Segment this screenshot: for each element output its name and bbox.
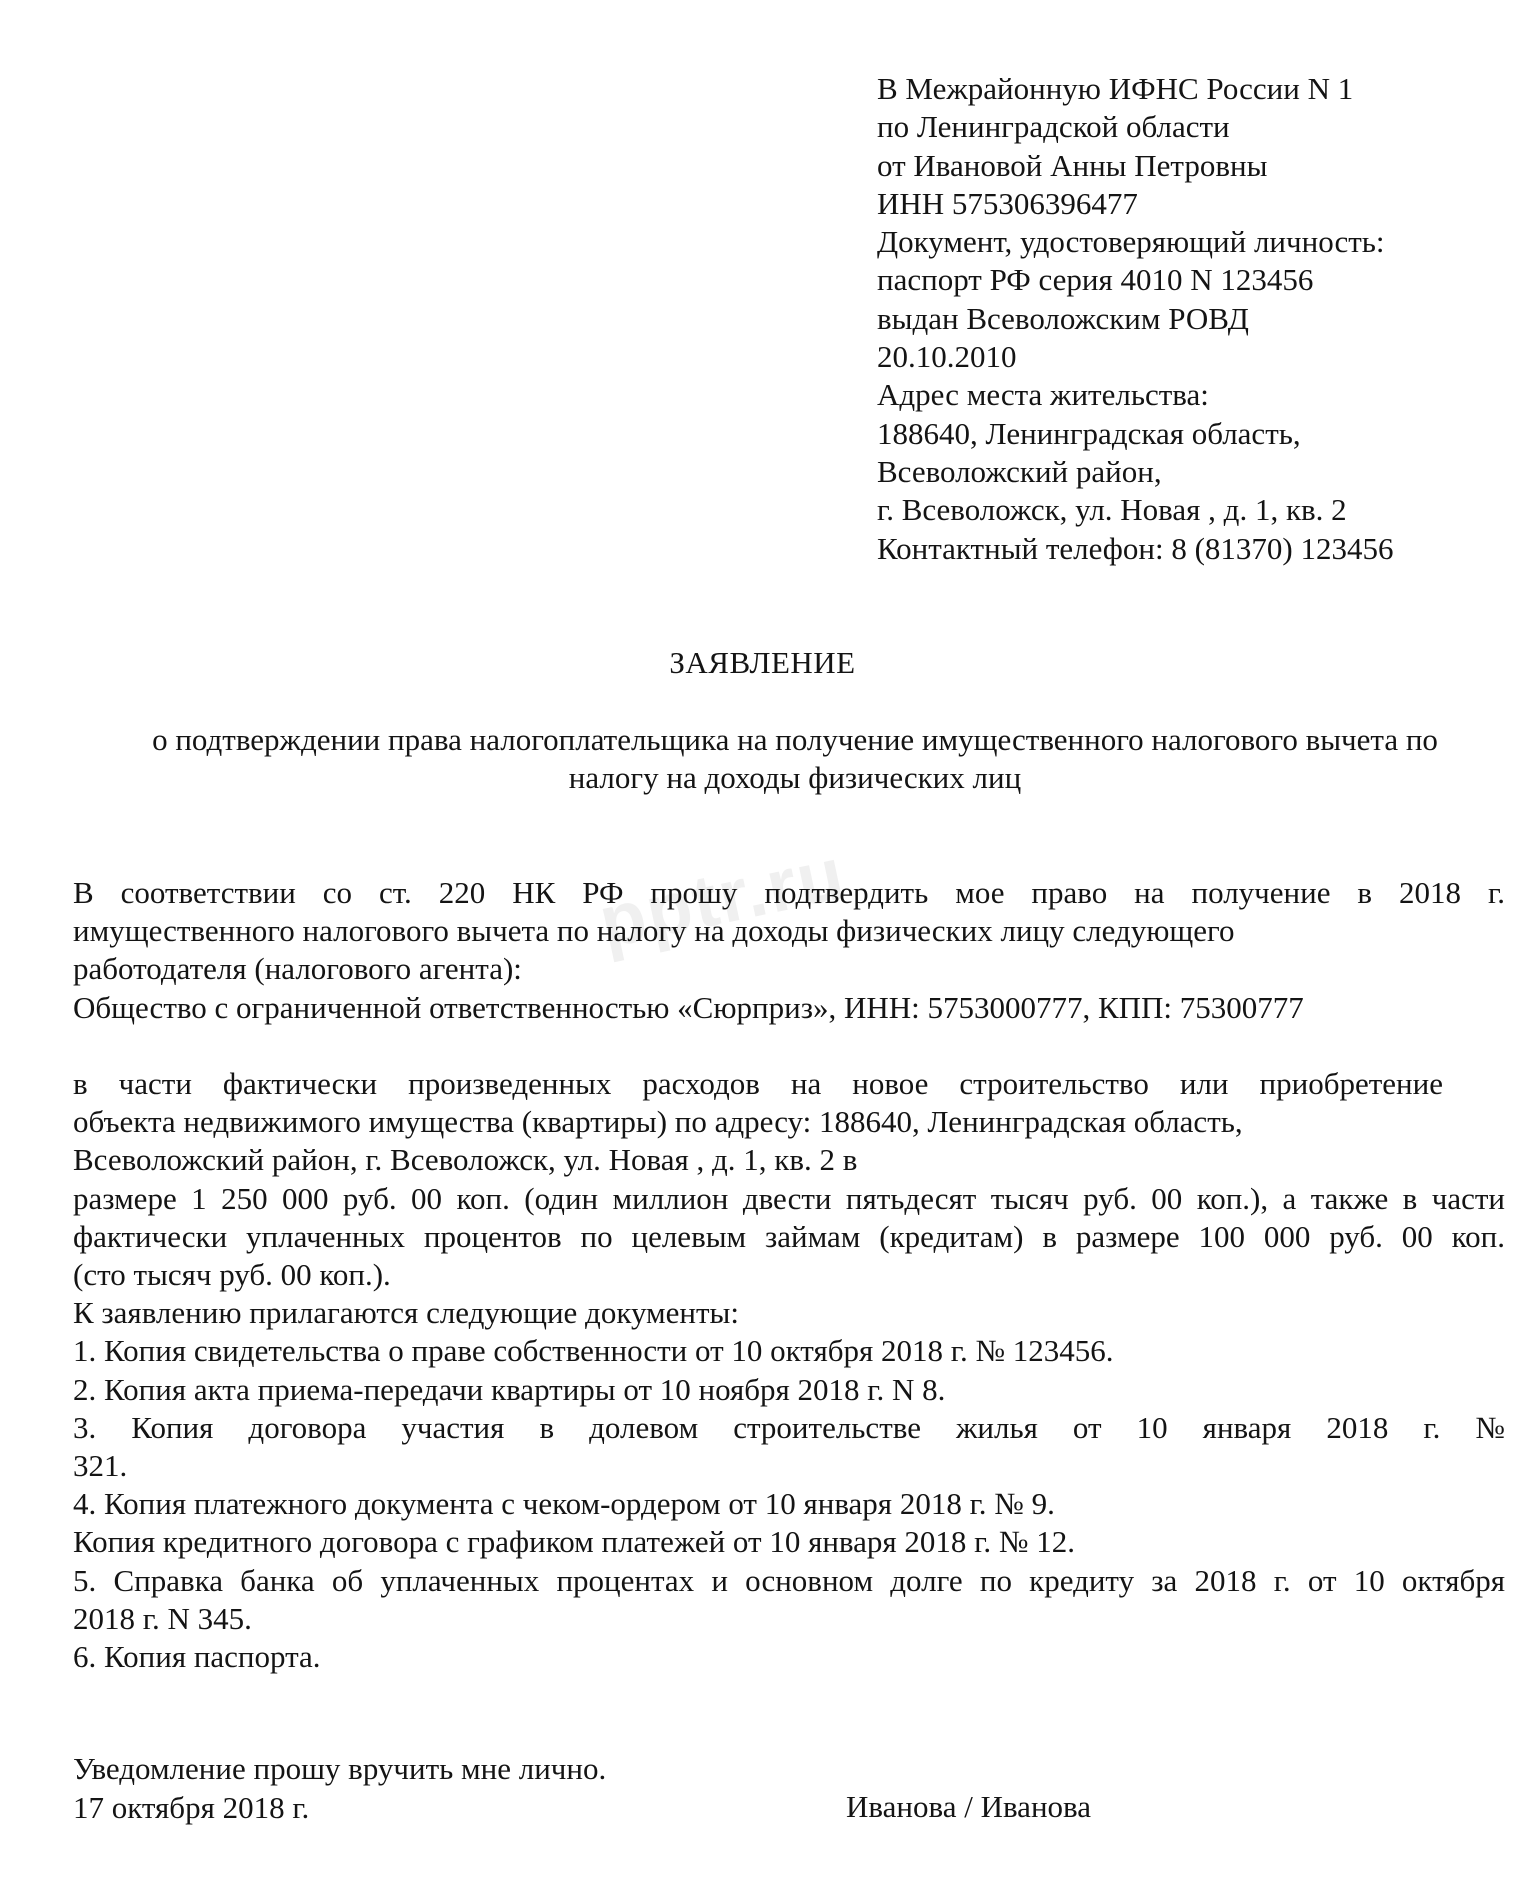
body-line: размере 1 250 000 руб. 00 коп. (один миллион двести пятьдесят тысяч руб. 00 коп.), а также в части — [73, 1180, 1505, 1216]
document-title: ЗАЯВЛЕНИЕ — [669, 645, 856, 680]
addressee-line: по Ленинградской области — [877, 109, 1230, 145]
body-line: (сто тысяч руб. 00 коп.). — [73, 1257, 391, 1293]
addressee-line: Контактный телефон: 8 (81370) 123456 — [877, 530, 1394, 566]
body-line: Всеволожский район, г. Всеволожск, ул. Новая , д. 1, кв. 2 в — [73, 1142, 858, 1178]
attachment-item: 321. — [73, 1448, 128, 1484]
document-subtitle — [90, 721, 1500, 797]
addressee-line: паспорт РФ серия 4010 N 123456 — [877, 262, 1314, 298]
body-line: объекта недвижимого имущества (квартиры) по адресу: 188640, Ленинградская область, — [73, 1104, 1243, 1140]
subtitle-line: налогу на доходы физических лиц — [568, 760, 1022, 795]
paragraph-gap — [73, 1027, 1513, 1065]
addressee-line: Всеволожский район, — [877, 453, 1162, 489]
addressee-line: г. Всеволожск, ул. Новая , д. 1, кв. 2 — [877, 492, 1347, 528]
document-date: 17 октября 2018 г. — [73, 1789, 310, 1825]
addressee-line: Документ, удостоверяющий личность: — [877, 224, 1385, 260]
body-line: Общество с ограниченной ответственностью «Сюрприз», ИНН: 5753000777, КПП: 75300777 — [73, 989, 1304, 1025]
body-line: фактически уплаченных процентов по целевым займам (кредитам) в размере 100 000 руб. 00 коп. — [73, 1218, 1505, 1254]
addressee-line: В Межрайонную ИФНС России N 1 — [877, 71, 1354, 106]
footer-block — [73, 1750, 1473, 1827]
body-line: в части фактически произведенных расходов на новое строительство или приобретение — [73, 1066, 1443, 1101]
subtitle-line: о подтверждении права налогоплательщика на получение имущественного налогового вычета по — [152, 722, 1438, 757]
attachment-item: 4. Копия платежного документа с чеком-ордером от 10 января 2018 г. № 9. — [73, 1486, 1055, 1522]
body-line: работодателя (налогового агента): — [73, 951, 522, 987]
attachment-item: 1. Копия свидетельства о праве собственности от 10 октября 2018 г. № 123456. — [73, 1333, 1114, 1369]
addressee-line: от Ивановой Анны Петровны — [877, 147, 1268, 183]
addressee-block — [877, 70, 1497, 568]
attachment-item: 6. Копия паспорта. — [73, 1639, 321, 1675]
watermark: pptr.ru — [592, 831, 853, 964]
addressee-line: 188640, Ленинградская область, — [877, 415, 1301, 451]
attachment-item: 2018 г. N 345. — [73, 1600, 252, 1636]
addressee-line: ИНН 575306396477 — [877, 185, 1138, 221]
body-line: имущественного налогового вычета по налогу на доходы физических лицу следующего — [73, 913, 1235, 949]
body-line: К заявлению прилагаются следующие документы: — [73, 1295, 739, 1331]
addressee-line: Адрес места жительства: — [877, 377, 1209, 413]
addressee-line: выдан Всеволожским РОВД — [877, 300, 1249, 336]
attachment-item: 5. Справка банка об уплаченных процентах и основном долге по кредиту за 2018 г. от 10 октября — [73, 1562, 1505, 1598]
document-body — [73, 874, 1513, 1676]
body-line: В соответствии со ст. 220 НК РФ прошу подтвердить мое право на получение в 2018 г. — [73, 875, 1505, 910]
addressee-line: 20.10.2010 — [877, 339, 1017, 375]
delivery-notice: Уведомление прошу вручить мне лично. — [73, 1751, 607, 1786]
signature: Иванова / Иванова — [846, 1789, 1092, 1824]
attachment-item: 2. Копия акта приема-передачи квартиры от 10 ноября 2018 г. N 8. — [73, 1371, 946, 1407]
attachment-item: Копия кредитного договора с графиком платежей от 10 января 2018 г. № 12. — [73, 1524, 1075, 1560]
attachment-item: 3. Копия договора участия в долевом строительстве жилья от 10 января 2018 г. № — [73, 1409, 1505, 1445]
